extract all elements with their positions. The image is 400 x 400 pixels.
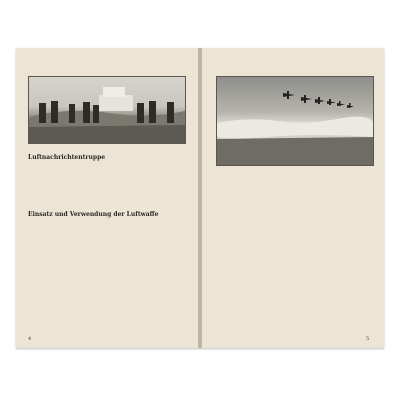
troops-scene-image — [29, 77, 185, 143]
page-number-right: 5 — [366, 336, 370, 342]
section-heading-deployment: Einsatz und Verwendung der Luftwaffe — [28, 211, 159, 218]
signals-paragraph-2 — [28, 185, 186, 207]
book-spread — [16, 48, 384, 348]
right-paragraph-1 — [216, 176, 372, 202]
deployment-paragraph-1 — [28, 220, 186, 246]
section-heading-signals: Luftnachrichtentruppe — [28, 154, 106, 161]
right-paragraph-6 — [216, 306, 372, 332]
deployment-paragraph-3 — [28, 274, 186, 296]
aircraft-photo — [216, 76, 374, 166]
right-paragraph-4 — [216, 256, 372, 280]
left-page — [16, 48, 198, 348]
right-page — [202, 48, 384, 348]
aircraft-formation-image — [217, 77, 373, 165]
page-number-left: 4 — [28, 336, 32, 342]
right-paragraph-2 — [216, 204, 372, 230]
right-paragraph-5 — [216, 282, 372, 304]
signals-paragraph-1 — [28, 163, 186, 183]
right-paragraph-3 — [216, 232, 372, 254]
deployment-paragraph-2 — [28, 248, 186, 272]
troops-photo — [28, 76, 186, 144]
